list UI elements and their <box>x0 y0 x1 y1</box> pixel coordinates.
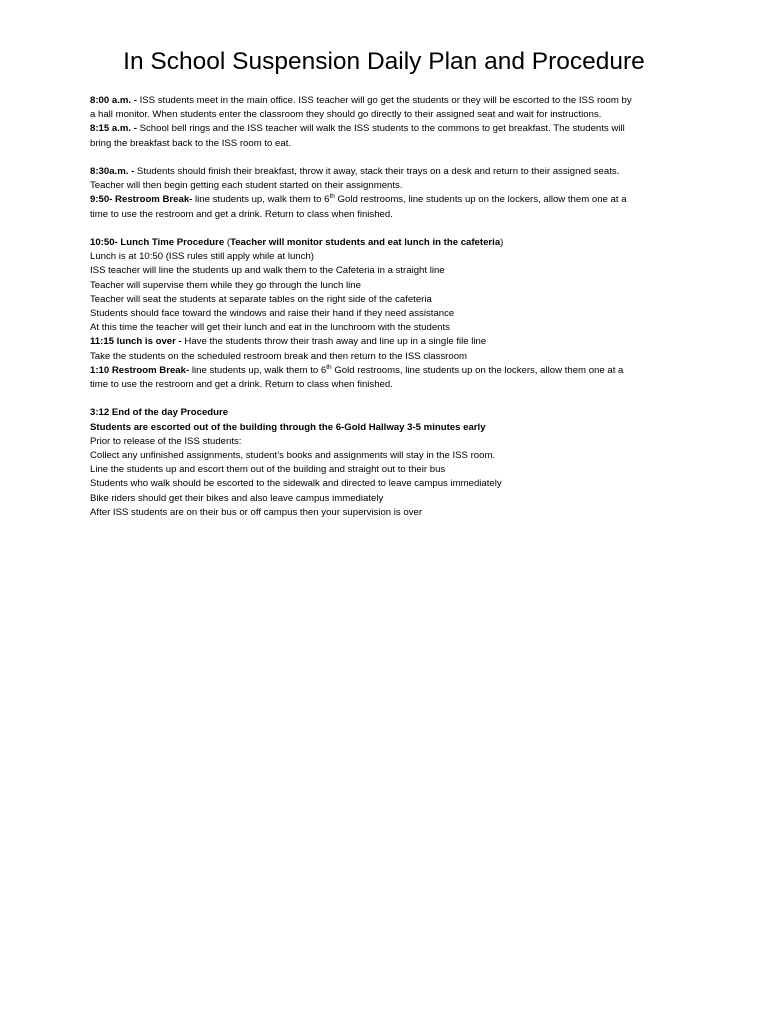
line-text: Gold restrooms, line students up on the lockers, allow them one at a <box>331 364 624 376</box>
text-line <box>90 321 680 335</box>
text-line <box>90 449 680 463</box>
procedure-section <box>90 406 680 520</box>
line-text: At this time the teacher will get their lunch and eat in the lunchroom with the students <box>90 322 450 334</box>
line-text: Students should finish their breakfast, throw it away, stack their trays on a desk and return to their assigned seats. <box>134 166 620 177</box>
line-text: time to use the restroom and get a drink. Return to class when finished. <box>90 379 393 391</box>
line-text: Gold restrooms, line students up on the lockers, allow them one at a <box>334 194 627 206</box>
bold-text: 8:00 a.m. - <box>90 95 137 106</box>
text-line <box>90 236 680 250</box>
text-line <box>90 137 680 151</box>
line-text: ) <box>500 237 504 248</box>
bold-text: 11:15 lunch is over - <box>90 336 182 348</box>
text-line <box>90 350 680 364</box>
bold-text: 9:50- Restroom Break- <box>90 194 193 206</box>
line-text: ( <box>224 237 231 248</box>
line-text: Teacher will supervise them while they go through the lunch line <box>90 279 361 291</box>
procedure-section <box>90 94 680 151</box>
text-line <box>90 279 680 293</box>
line-text: Students should face toward the windows and raise their hand if they need assistance <box>90 308 455 320</box>
text-line <box>90 378 680 392</box>
bold-text: Students are escorted out of the building through the 6-Gold Hallway 3-5 minutes early <box>90 421 486 433</box>
text-line <box>90 208 680 222</box>
text-line <box>90 108 680 122</box>
text-line <box>90 492 680 506</box>
line-text: ISS teacher will line the students up and walk them to the Cafeteria in a straight line <box>90 265 445 277</box>
paragraph-gap <box>90 222 680 236</box>
text-line <box>90 477 680 491</box>
bold-text: 8:15 a.m. - <box>90 123 137 135</box>
text-line <box>90 463 680 477</box>
text-line <box>90 421 680 435</box>
paragraph-gap <box>90 392 680 406</box>
text-line <box>90 94 680 108</box>
bold-text: 10:50- Lunch Time Procedure <box>90 237 225 248</box>
line-text: Take the students on the scheduled restroom break and then return to the ISS classroom <box>90 350 468 362</box>
line-text: Have the students throw their trash away and line up in a single file line <box>181 336 487 348</box>
line-text: bring the breakfast back to the ISS room to eat. <box>90 137 292 149</box>
text-line <box>90 165 680 179</box>
text-line <box>90 364 680 378</box>
text-line <box>90 264 680 278</box>
page-title: In School Suspension Daily Plan and Procedure <box>123 48 645 75</box>
line-text: Teacher will seat the students at separate tables on the right side of the cafeteria <box>90 293 432 305</box>
line-text: Students who walk should be escorted to the sidewalk and directed to leave campus immediately <box>90 478 502 490</box>
line-text: line students up, walk them to 6 <box>189 364 327 376</box>
line-text: After ISS students are on their bus or off campus then your supervision is over <box>90 506 423 518</box>
text-line <box>90 179 680 193</box>
procedure-section <box>90 165 680 222</box>
text-line <box>90 250 680 264</box>
text-line <box>90 193 680 207</box>
line-text: Prior to release of the ISS students: <box>90 435 242 447</box>
text-line <box>90 293 680 307</box>
procedure-section <box>90 236 680 392</box>
bold-text: 1:10 Restroom Break- <box>90 364 190 376</box>
line-text: line students up, walk them to 6 <box>192 194 330 206</box>
line-text: time to use the restroom and get a drink. Return to class when finished. <box>90 208 393 220</box>
text-line <box>90 406 680 420</box>
paragraph-gap <box>90 151 680 165</box>
text-line <box>90 335 680 349</box>
procedure-content <box>90 94 680 520</box>
text-line <box>90 307 680 321</box>
line-text: Bike riders should get their bikes and also leave campus immediately <box>90 492 384 504</box>
line-text: ISS students meet in the main office. ISS teacher will go get the students or they will be escorted to the ISS room by <box>136 95 632 106</box>
bold-text: Teacher will monitor students and eat lunch in the cafeteria <box>230 237 501 248</box>
line-text: Teacher will then begin getting each student started on their assignments. <box>90 180 403 192</box>
line-text: Lunch is at 10:50 (ISS rules still apply while at lunch) <box>90 251 314 263</box>
text-line <box>90 122 680 136</box>
line-text: Collect any unfinished assignments, student’s books and assignments will stay in the ISS room. <box>90 450 496 462</box>
text-line <box>90 506 680 520</box>
superscript: th <box>329 193 335 201</box>
line-text: a hall monitor. When students enter the classroom they should go directly to their assigned seat and wait for instructions. <box>90 109 602 121</box>
superscript: th <box>326 363 332 371</box>
line-text: School bell rings and the ISS teacher will walk the ISS students to the commons to get breakfast. The students will <box>136 123 625 135</box>
text-line <box>90 435 680 449</box>
bold-text: 3:12 End of the day Procedure <box>90 407 229 419</box>
bold-text: 8:30a.m. - <box>90 166 135 177</box>
line-text: Line the students up and escort them out of the building and straight out to their bus <box>90 464 446 476</box>
